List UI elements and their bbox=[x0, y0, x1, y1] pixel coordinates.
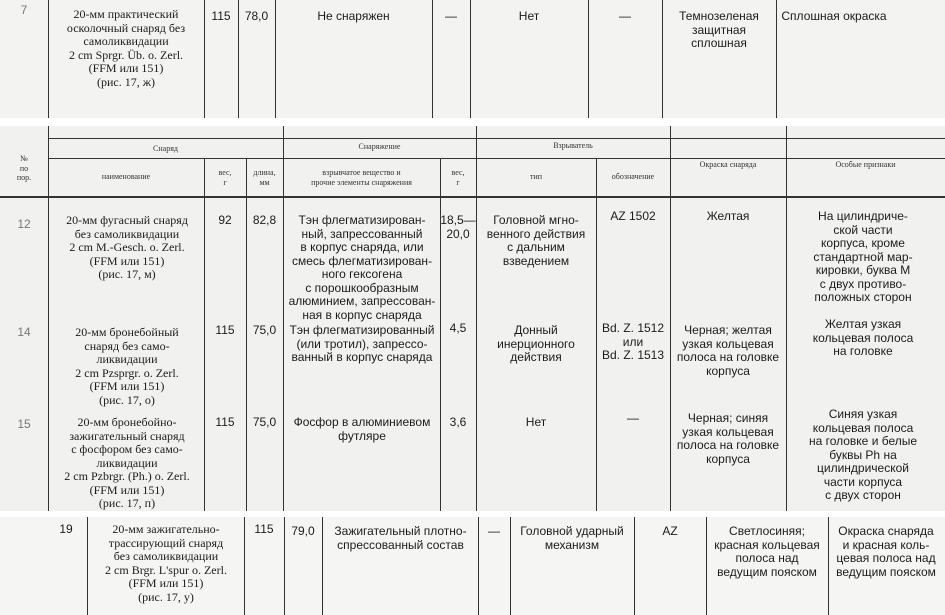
shell-name: 20-мм фугасный снаряд без самоликвидации 2 cm M.-Gesch. o. Zerl. (FFM или 151) (рис. 17, м) bbox=[66, 213, 188, 281]
fuze-mark: AZ 1502 bbox=[610, 209, 656, 223]
special-features: Окраска снаряда и красная коль- цевая полоса над ведущим пояском bbox=[836, 524, 936, 579]
filling-weight: 3,6 bbox=[449, 415, 467, 429]
filling-substance: Фосфор в алюминиевом футляре bbox=[293, 415, 431, 443]
table-strip-top bbox=[0, 0, 945, 118]
shell-weight: 115 bbox=[215, 415, 235, 429]
filling-weight: — bbox=[488, 524, 500, 538]
row-number: 7 bbox=[20, 3, 28, 17]
header-weight-2: вес, г bbox=[451, 168, 465, 187]
table-strip-bottom bbox=[0, 517, 945, 615]
row-number: 19 bbox=[59, 522, 73, 536]
fuze-mark: Bd. Z. 1512 или Bd. Z. 1513 bbox=[601, 321, 665, 362]
fuze-type: Головной мгно- венного действия с дальним взведением bbox=[486, 213, 586, 268]
filling-substance: Зажигательный плотно- спрессованный состав bbox=[334, 524, 467, 552]
filling-weight: 4,5 bbox=[449, 321, 467, 335]
shell-name: 20-мм зажигательно- трассирующий снаряд без самоликвидации 2 cm Brgr. L'spur o. Zerl. (FFM или 151) (рис. 17, у) bbox=[105, 522, 227, 604]
header-color: Окраска снаряда bbox=[699, 160, 757, 169]
fuze-mark: — bbox=[619, 9, 631, 23]
shell-color: Светлосиняя; красная кольцевая полоса над ведущим пояском bbox=[714, 524, 820, 579]
shell-weight: 115 bbox=[215, 323, 235, 337]
fuze-type: Головной ударный механизм bbox=[520, 524, 624, 552]
shell-name: 20-мм бронебойный снаряд без само- ликвидации 2 cm Pzsprgr. o. Zerl. (FFM или 151) (рис. 17, о) bbox=[75, 325, 179, 407]
header-length: длина, мм bbox=[253, 168, 276, 187]
fuze-mark: — bbox=[627, 411, 639, 425]
row-number: 14 bbox=[17, 325, 31, 339]
header-features: Особые признаки bbox=[835, 160, 896, 169]
page-gap bbox=[0, 118, 945, 126]
special-features: Синяя узкая кольцевая полоса на головке и белые буквы Ph на цилиндрической части корпуса с двух сторон bbox=[808, 407, 918, 502]
filling-substance: Не снаряжен bbox=[317, 9, 390, 23]
header-fuze-mark: обозначение bbox=[611, 172, 655, 181]
shell-color: Темнозеленая защитная сплошная bbox=[679, 9, 759, 50]
shell-weight: 92 bbox=[218, 213, 232, 227]
fuze-type: Нет bbox=[525, 415, 547, 429]
row-number: 12 bbox=[17, 217, 31, 231]
fuze-type: Нет bbox=[518, 9, 540, 23]
table-strip-main bbox=[0, 126, 945, 511]
header-name: наименование bbox=[101, 172, 151, 181]
shell-name: 20-мм практический осколочный снаряд без самоликвидации 2 cm Sprgr. Üb. o. Zerl. (FFM или 151) (рис. 17, ж) bbox=[66, 7, 186, 89]
header-weight: вес, г bbox=[218, 168, 232, 187]
row-number: 15 bbox=[17, 417, 31, 431]
special-features: Сплошная окраска bbox=[781, 9, 887, 23]
header-number: № по пор. bbox=[16, 154, 32, 182]
shell-color: Желтая bbox=[706, 209, 750, 223]
shell-length: 79,0 bbox=[291, 524, 315, 538]
special-features: На цилиндриче- ской части корпуса, кроме стандартной мар- кировки, буква М с двух противо- положных сторон bbox=[813, 209, 913, 304]
shell-color: Черная; желтая узкая кольцевая полоса на головке корпуса bbox=[676, 323, 780, 378]
shell-length: 78,0 bbox=[244, 9, 269, 23]
filling-substance: Тэн флегматизированный (или тротил), запрессо- ванный в корпус снаряда bbox=[289, 323, 435, 364]
header-shell: Снаряд bbox=[153, 144, 178, 153]
filling-weight: 18,5— 20,0 bbox=[440, 213, 476, 241]
special-features: Желтая узкая кольцевая полоса на головке bbox=[812, 317, 914, 358]
shell-color: Черная; синяя узкая кольцевая полоса на головке корпуса bbox=[676, 411, 780, 466]
shell-weight: 115 bbox=[254, 522, 274, 536]
fuze-type: Донный инерционного действия bbox=[497, 323, 575, 364]
header-filling: Снаряжение bbox=[358, 142, 401, 151]
header-fuze-type: тип bbox=[529, 172, 543, 181]
shell-length: 75,0 bbox=[252, 323, 277, 337]
header-substance: взрывчатое вещество и прочие элементы снаряжения bbox=[311, 168, 412, 187]
shell-length: 75,0 bbox=[252, 415, 277, 429]
header-fuze: Взрыватель bbox=[553, 141, 593, 150]
filling-weight: — bbox=[445, 9, 457, 23]
fuze-mark: AZ bbox=[662, 524, 678, 538]
filling-substance: Тэн флегматизирован- ный, запрессованный в корпус снаряда, или смесь флегматизирован- ного гексогена с порошкообразным алюминием, запрессован- ная в корпус снаряда bbox=[288, 213, 436, 322]
shell-name: 20-мм бронебойно- зажигательный снаряд с фосфором без само- ликвидации 2 cm Pzbrgr. (Ph.) o. Zerl. (FFM или 151) (рис. 17, п) bbox=[64, 415, 190, 510]
shell-length: 82,8 bbox=[252, 213, 277, 227]
shell-weight: 115 bbox=[211, 9, 231, 23]
